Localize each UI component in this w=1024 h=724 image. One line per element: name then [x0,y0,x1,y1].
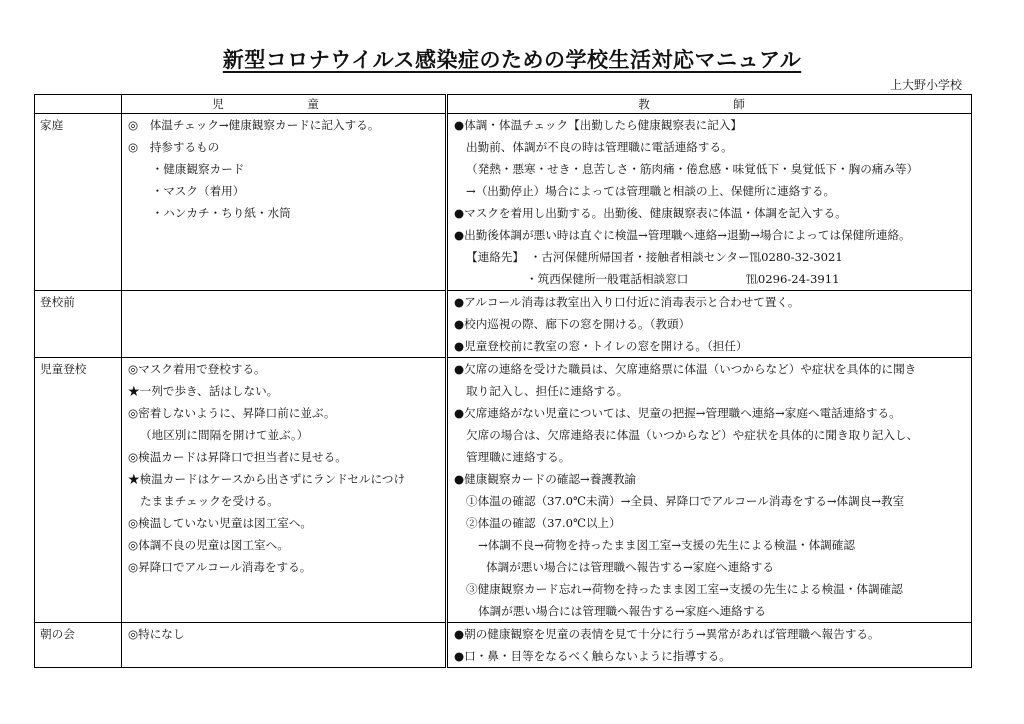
teacher-line: ①体温の確認（37.0℃未満）→全員、昇降口でアルコール消毒をする→体調良→教室 [466,494,905,508]
teacher-line: ②体温の確認（37.0℃以上） [466,516,621,530]
teacher-line: 【連絡先】 ・古河保健所帰国者・接触者相談センター℡0280-32-3021 [466,250,843,264]
child-cell [122,291,447,358]
category-cell: 登校前 [35,291,122,358]
teacher-line: ●朝の健康観察を児童の表情を見て十分に行う→異常があれば管理職へ報告する。 [454,627,880,641]
child-line: ◎検温カードは昇降口で担当者に見せる。 [128,450,347,464]
child-line: ★検温カードはケースから出さずにランドセルにつけ [128,472,406,486]
header-category [35,95,122,114]
child-line: ◎ 持参するもの [128,140,220,154]
child-line: ◎検温していない児童は図工室へ。 [128,516,313,530]
row-before-school [35,291,972,358]
row-arrival [35,358,972,623]
teacher-line: ③健康観察カード忘れ→荷物を持ったまま図工室→支援の先生による検温・体調確認 [466,582,903,596]
child-cell [122,114,447,291]
teacher-cell [447,291,972,358]
teacher-line: ●マスクを着用し出勤する。出勤後、健康観察表に体温・体調を記入する。 [454,206,847,220]
teacher-line: 出勤前、体調が不良の時は管理職に電話連絡する。 [466,140,733,154]
child-line: ◎密着しないように、昇降口前に並ぶ。 [128,406,336,420]
school-name: 上大野小学校 [889,78,962,92]
teacher-cell [447,358,972,623]
teacher-line: ●出勤後体調が悪い時は直ぐに検温→管理職へ連絡→退勤→場合によっては保健所連絡。 [454,228,911,242]
row-morning-meeting [35,623,972,668]
child-line: ・ハンカチ・ちり紙・水筒 [140,206,291,220]
teacher-line: →体調不良→荷物を持ったまま図工室→支援の先生による検温・体調確認 [478,538,855,552]
teacher-line: ●欠席の連絡を受けた職員は、欠席連絡票に体温（いつからなど）や症状を具体的に聞き [454,362,917,376]
teacher-line: ●体調・体温チェック【出勤したら健康観察表に記入】 [454,118,743,132]
child-cell [122,358,447,623]
child-line: ◎昇降口でアルコール消毒をする。 [128,560,312,574]
category-cell: 家庭 [35,114,122,291]
category-cell: 朝の会 [35,623,122,668]
child-line: たままチェックを受ける。 [140,494,279,508]
teacher-line: 欠席の場合は、欠席連絡表に体温（いつからなど）や症状を具体的に聞き取り記入し、 [466,428,919,442]
teacher-line: ●欠席連絡がない児童については、児童の把握→管理職へ連絡→家庭へ電話連絡する。 [454,406,901,420]
row-home [35,114,972,291]
teacher-line: 体調が悪い場合には管理職へ報告する→家庭へ連絡する [478,604,766,618]
child-line: ・健康観察カード [140,162,245,176]
teacher-line: ●アルコール消毒は教室出入り口付近に消毒表示と合わせて置く。 [454,295,800,309]
teacher-line: ●口・鼻・目等をなるべく触らないように指導する。 [454,649,731,663]
child-line: ★一列で歩き、話はしない。 [128,384,279,398]
header-teacher: 教 師 [447,95,972,114]
teacher-cell [447,623,972,668]
teacher-line: ●健康観察カードの確認→養護教諭 [454,472,637,486]
category-cell: 児童登校 [35,358,122,623]
teacher-line: 取り記入し、担任に連絡する。 [466,384,629,398]
teacher-line: 体調が悪い場合には管理職へ報告する→家庭へ連絡する [486,560,774,574]
document-title: 新型コロナウイルス感染症のための学校生活対応マニュアル [222,48,802,72]
teacher-line: →（出勤停止）場合によっては管理職と相談の上、保健所に連絡する。 [466,184,836,198]
manual-table [34,94,972,668]
child-line: ◎マスク着用で登校する。 [128,362,266,376]
header-child: 児 童 [122,95,447,114]
child-line: ◎特になし [128,627,185,641]
child-cell [122,623,447,668]
header-row [35,95,972,114]
teacher-line: （発熱・悪寒・せき・息苦しさ・筋肉痛・倦怠感・味覚低下・臭覚低下・胸の痛み等） [466,162,919,176]
teacher-line: ・筑西保健所一般電話相談窓口 ℡0296-24-3911 [526,272,840,286]
child-line: （地区別に間隔を開けて並ぶ。） [140,428,309,442]
teacher-cell [447,114,972,291]
child-line: ・マスク（着用） [140,184,245,198]
child-line: ◎ 体温チェック→健康観察カードに記入する。 [128,118,380,132]
teacher-line: ●児童登校前に教室の窓・トイレの窓を開ける。（担任） [454,339,748,353]
child-line: ◎体調不良の児童は図工室へ。 [128,538,289,552]
teacher-line: 管理職に連絡する。 [466,450,571,464]
teacher-line: ●校内巡視の際、廊下の窓を開ける。（教頭） [454,317,691,331]
